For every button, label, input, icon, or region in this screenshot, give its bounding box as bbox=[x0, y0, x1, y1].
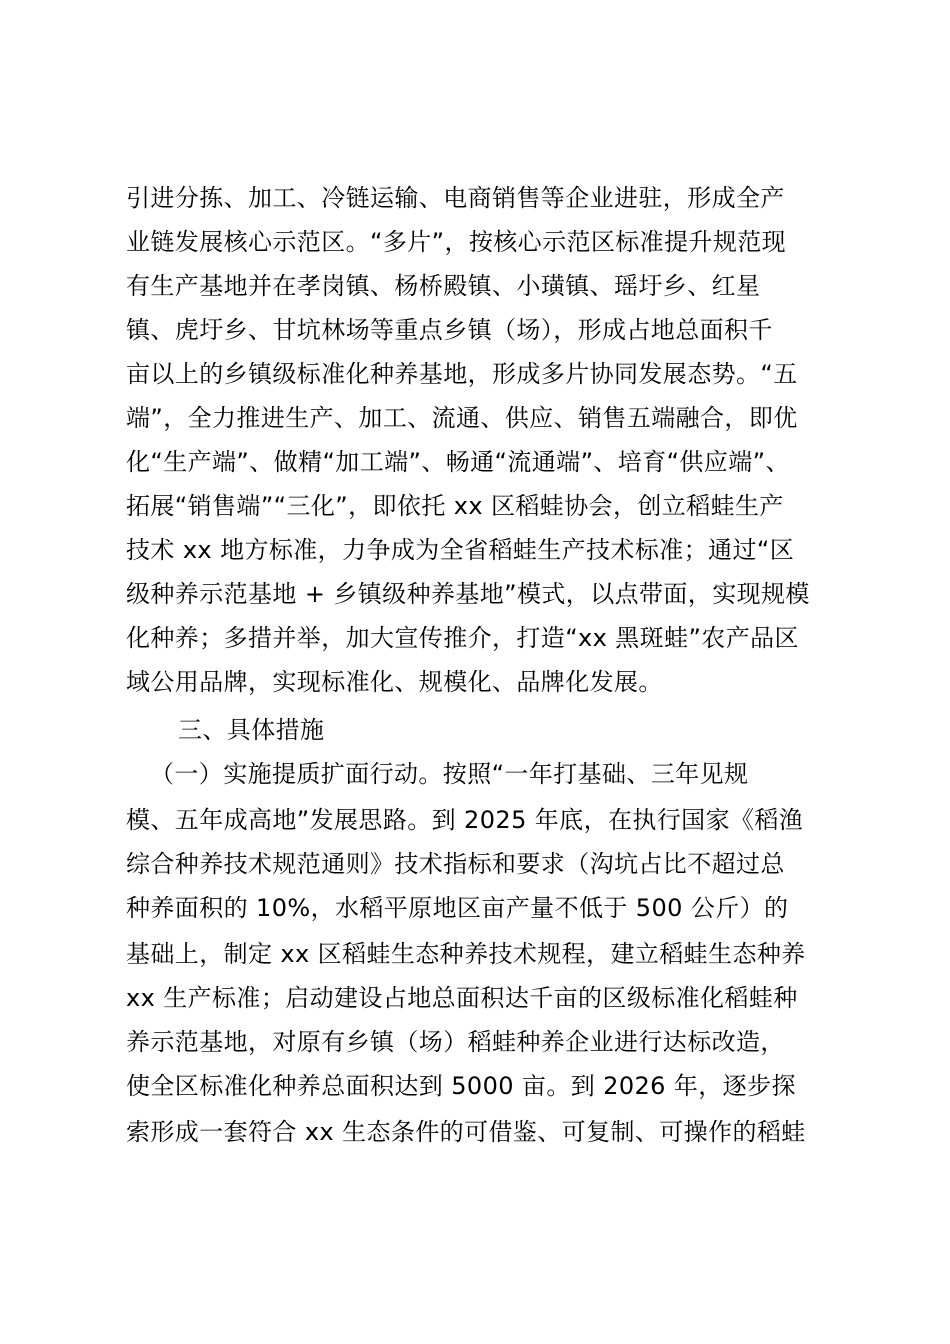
text-line: 技术 xx 地方标准，力争成为全省稻蛙生产技术标准；通过“区 bbox=[126, 536, 795, 564]
text-line: 级种养示范基地 + 乡镇级种养基地”模式，以点带面，实现规模 bbox=[126, 580, 810, 608]
text-line: 有生产基地并在孝岗镇、杨桥殿镇、小璜镇、瑶圩乡、红星 bbox=[126, 272, 761, 300]
text-line: 基础上，制定 xx 区稻蛙生态种养技术规程，建立稻蛙生态种养 bbox=[126, 940, 806, 968]
text-line: 端”，全力推进生产、加工、流通、供应、销售五端融合，即优 bbox=[126, 404, 798, 432]
text-line: xx 生产标准；启动建设占地总面积达千亩的区级标准化稻蛙种 bbox=[126, 984, 798, 1012]
text-line: 域公用品牌，实现标准化、规模化、品牌化发展。 bbox=[126, 668, 663, 696]
text-line: （一）实施提质扩面行动。按照“一年打基础、三年见规 bbox=[150, 760, 749, 788]
text-line: 使全区标准化种养总面积达到 5000 亩。到 2026 年，逐步探 bbox=[126, 1072, 796, 1100]
text-line: 模、五年成高地”发展思路。到 2025 年底，在执行国家《稻渔 bbox=[126, 806, 804, 834]
text-line: 养示范基地，对原有乡镇（场）稻蛙种养企业进行达标改造， bbox=[126, 1028, 785, 1056]
text-line: 业链发展核心示范区。“多片”，按核心示范区标准提升规范现 bbox=[126, 228, 787, 256]
text-line: 种养面积的 10%，水稻平原地区亩产量不低于 500 公斤）的 bbox=[126, 894, 789, 922]
text-line: 拓展“销售端”“三化”，即依托 xx 区稻蛙协会，创立稻蛙生产 bbox=[126, 492, 784, 520]
text-line: 索形成一套符合 xx 生态条件的可借鉴、可复制、可操作的稻蛙 bbox=[126, 1118, 806, 1146]
text-line: 引进分拣、加工、冷链运输、电商销售等企业进驻，形成全产 bbox=[126, 184, 785, 212]
text-line: 亩以上的乡镇级标准化种养基地，形成多片协同发展态势。“五 bbox=[126, 360, 798, 388]
text-line: 镇、虎圩乡、甘坑林场等重点乡镇（场），形成占地总面积千 bbox=[126, 316, 773, 344]
text-line: 化种养；多措并举，加大宣传推介，打造“xx 黑斑蛙”农产品区 bbox=[126, 624, 799, 652]
section-heading: 三、具体措施 bbox=[178, 716, 325, 744]
text-line: 综合种养技术规范通则》技术指标和要求（沟坑占比不超过总 bbox=[126, 850, 785, 878]
text-line: 化“生产端”、做精“加工端”、畅通“流通端”、培育“供应端”、 bbox=[126, 448, 790, 476]
